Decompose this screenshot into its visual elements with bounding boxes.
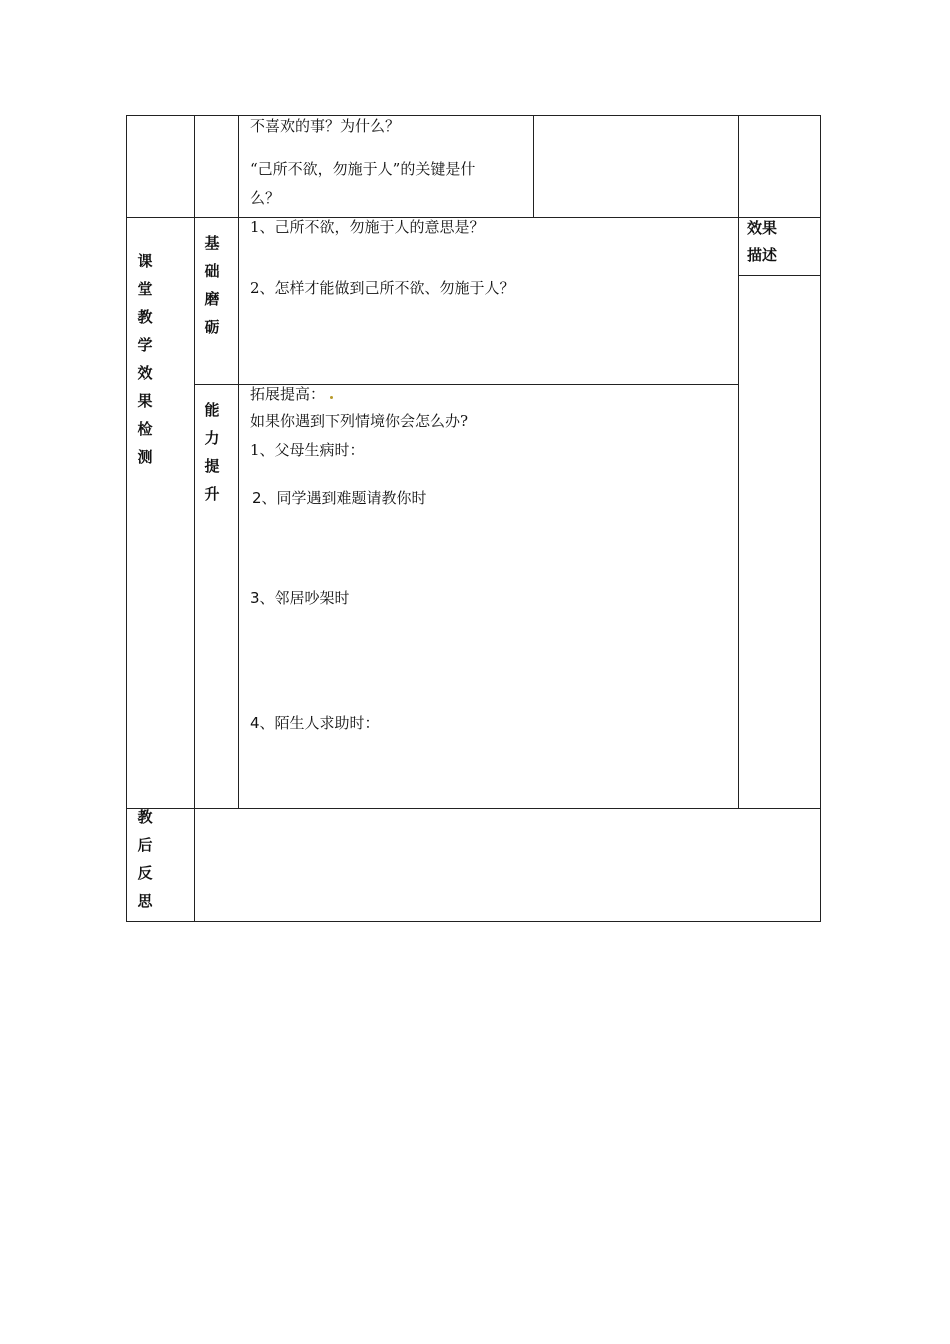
label-char: 升 <box>204 485 220 503</box>
label-char: 教 <box>137 308 153 326</box>
table-border-left <box>126 115 127 922</box>
col-divider-2-top <box>238 115 239 217</box>
sublabel-ability-improve <box>202 396 222 508</box>
label-char: 测 <box>137 448 153 466</box>
col-divider-4 <box>738 115 739 809</box>
col-divider-3-top <box>533 115 534 217</box>
label-char: 效 <box>137 364 153 382</box>
section-label-classroom-check <box>135 247 155 471</box>
table-border-top <box>126 115 821 116</box>
effect-header-line2: 描述 <box>747 246 778 264</box>
label-char: 课 <box>137 252 153 270</box>
col-divider-1 <box>194 115 195 922</box>
top-row-line3: 么？ <box>250 189 281 207</box>
label-char: 力 <box>204 429 220 447</box>
ability-item-1: 1、父母生病时： <box>250 441 365 459</box>
label-char: 学 <box>137 336 153 354</box>
label-char: 反 <box>137 864 153 882</box>
label-char: 基 <box>204 234 220 252</box>
label-char: 后 <box>137 836 153 854</box>
top-row-line2: “己所不欲，勿施于人”的关键是什 <box>250 160 476 178</box>
label-char: 础 <box>204 262 220 280</box>
basic-question-2: 2、怎样才能做到己所不欲、勿施于人？ <box>250 279 515 297</box>
effect-header-divider <box>738 275 821 276</box>
top-row-line1: 不喜欢的事？为什么？ <box>250 117 401 135</box>
basic-question-1: 1、己所不欲，勿施于人的意思是？ <box>250 218 485 236</box>
effect-header-line1: 效果 <box>747 219 778 237</box>
ability-item-2: 2、同学遇到难题请教你时 <box>252 489 427 507</box>
section-label-post-teaching-reflection <box>135 803 155 915</box>
ability-intro: 拓展提高： <box>250 385 326 403</box>
table-border-bottom <box>126 921 821 922</box>
label-char: 教 <box>137 808 153 826</box>
label-char: 堂 <box>137 280 153 298</box>
label-char: 砺 <box>204 318 220 336</box>
sublabel-basic-practice <box>202 229 222 341</box>
label-char: 磨 <box>204 290 220 308</box>
ability-item-4: 4、陌生人求助时： <box>250 714 380 732</box>
ability-prompt: 如果你遇到下列情境你会怎么办? <box>250 412 469 430</box>
col-divider-2 <box>238 217 239 809</box>
label-char: 检 <box>137 420 153 438</box>
label-char: 能 <box>204 401 220 419</box>
decorative-dot <box>330 396 333 399</box>
label-char: 思 <box>137 892 153 910</box>
label-char: 果 <box>137 392 153 410</box>
row-divider-2 <box>126 808 821 809</box>
ability-item-3: 3、邻居吵架时 <box>250 589 350 607</box>
table-border-right <box>820 115 821 922</box>
label-char: 提 <box>204 457 220 475</box>
